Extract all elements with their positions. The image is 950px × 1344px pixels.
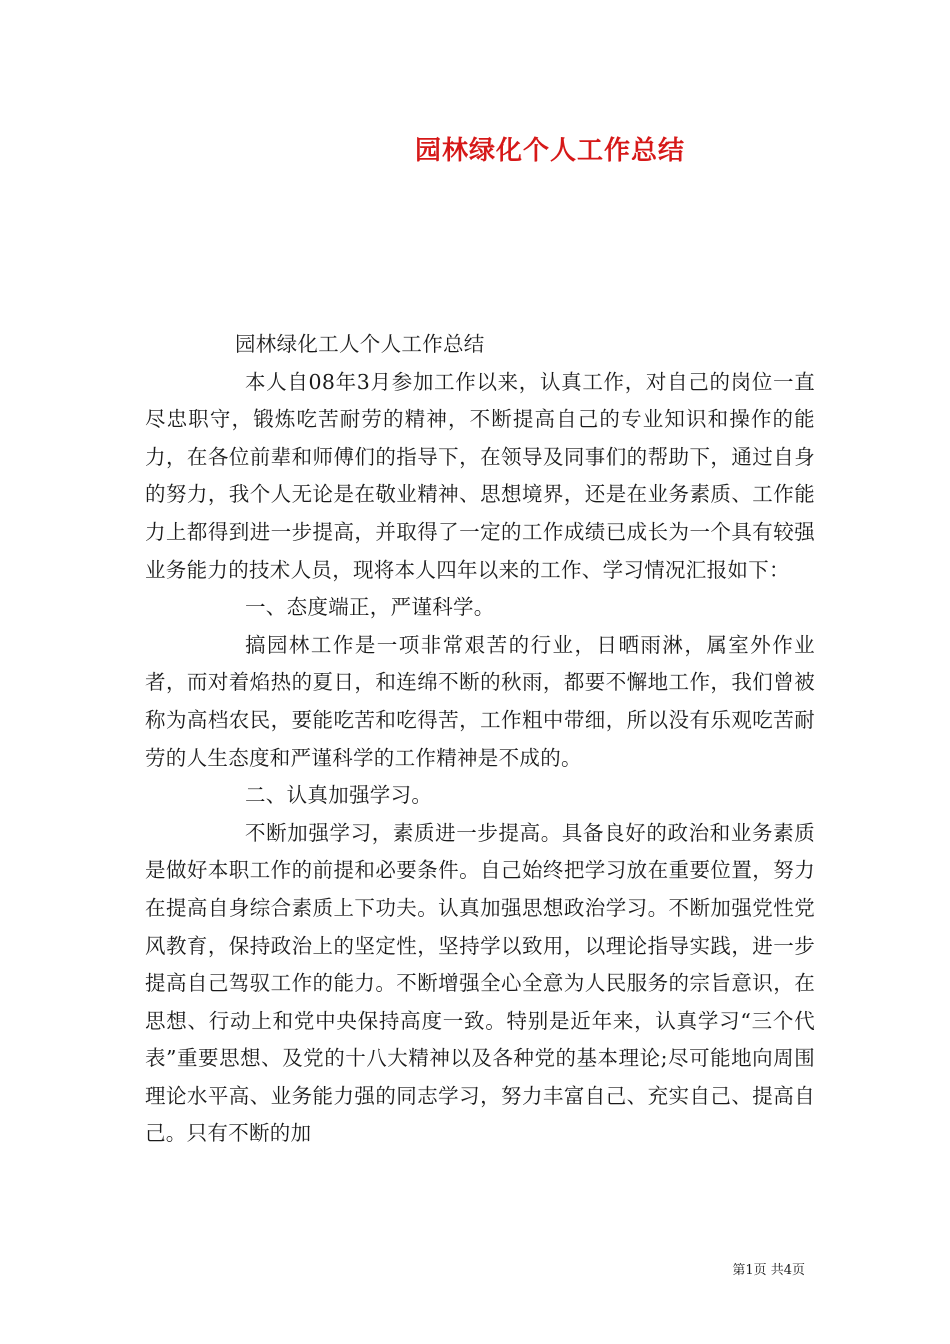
paragraph-intro: 本人自08年3月参加工作以来，认真工作，对自己的岗位一直尽忠职守，锻炼吃苦耐劳的精神，不断提高自己的专业知识和操作的能力，在各位前辈和师傅们的指导下，在领导及同事们的帮助下，通过自身的努力，我个人无论是在敬业精神、思想境界，还是在业务素质、工作能力上都得到进一步提高，并取得了一定的工作成绩已成长为一个具有较强业务能力的技术人员，现将本人四年以来的工作、学习情况汇报如下： (145, 369, 815, 582)
document-title: 园林绿化个人工作总结 (414, 136, 685, 166)
section-heading-2: 二、认真加强学习。 (245, 783, 433, 808)
paragraph-study: 不断加强学习，素质进一步提高。具备良好的政治和业务素质是做好本职工作的前提和必要条件。自己始终把学习放在重要位置，努力在提高自身综合素质上下功夫。认真加强思想政治学习。不断加强党性党风教育，保持政治上的坚定性，坚持学以致用，以理论指导实践，进一步提高自己驾驭工作的能力。不断增强全心全意为人民服务的宗旨意识，在思想、行动上和党中央保持高度一致。特别是近年来，认真学习“三个代表”重要思想、及党的十八大精神以及各种党的基本理论;尽可能地向周围理论水平高、业务能力强的同志学习，努力丰富自己、充实自己、提高自己。只有不断的加 (145, 820, 815, 1146)
paragraph-attitude: 搞园林工作是一项非常艰苦的行业，日晒雨淋，属室外作业者，而对着焰热的夏日，和连绵不断的秋雨，都要不懈地工作，我们曾被称为高档农民，要能吃苦和吃得苦，工作粗中带细，所以没有乐观吃苦耐劳的人生态度和严谨科学的工作精神是不成的。 (145, 632, 815, 770)
document-subtitle: 园林绿化工人个人工作总结 (235, 332, 485, 356)
page-footer: 第1页 共4页 (732, 1263, 805, 1278)
document-body (145, 326, 815, 1153)
section-heading-1: 一、态度端正，严谨科学。 (245, 595, 495, 620)
